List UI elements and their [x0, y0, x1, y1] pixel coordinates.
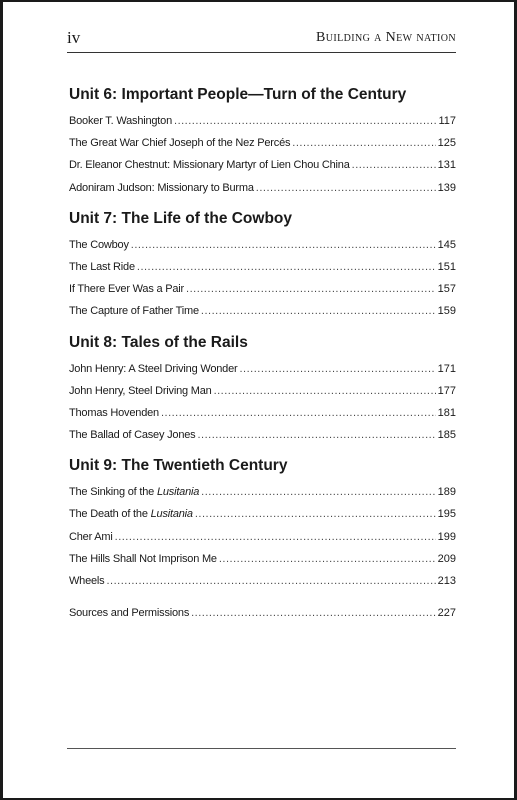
- entry-title: The Ballad of Casey Jones: [69, 429, 196, 442]
- entry-page: 151: [437, 260, 456, 273]
- leader-dots: [191, 602, 436, 624]
- leader-dots: [256, 177, 436, 199]
- unit-title: Unit 9: The Twentieth Century: [69, 457, 288, 475]
- leader-dots: [137, 256, 436, 278]
- book-title: Building a New nation: [316, 30, 456, 45]
- entry-page: 139: [437, 181, 456, 194]
- toc-entry: [69, 380, 456, 402]
- toc-entry: [69, 177, 456, 199]
- unit-title: Unit 8: Tales of the Rails: [69, 333, 248, 351]
- leader-dots: [239, 358, 435, 380]
- entry-title: The Capture of Father Time: [69, 305, 199, 318]
- leader-dots: [161, 402, 436, 424]
- entry-title: John Henry: A Steel Driving Wonder: [69, 362, 238, 375]
- toc-entry: [69, 132, 456, 154]
- entry-title: Dr. Eleanor Chestnut: Missionary Martyr of Lien Chou China: [69, 159, 350, 172]
- leader-dots: [201, 481, 435, 503]
- toc-entry: [69, 548, 456, 570]
- toc-entry: [69, 358, 456, 380]
- entry-page: 159: [437, 305, 456, 318]
- toc-entry: [69, 110, 456, 132]
- leader-dots: [131, 234, 436, 256]
- entry-title: The Cowboy: [69, 238, 129, 251]
- toc-entry: [69, 424, 456, 446]
- leader-dots: [219, 548, 436, 570]
- entry-page: 195: [437, 508, 456, 521]
- entry-page: 157: [437, 283, 456, 296]
- toc-entry: [69, 503, 456, 525]
- entry-title: If There Ever Was a Pair: [69, 283, 185, 296]
- leader-dots: [201, 300, 436, 322]
- sources-entry: [69, 602, 456, 624]
- unit-8: [69, 332, 456, 447]
- entry-page: 213: [437, 575, 456, 587]
- entry-page: 209: [437, 552, 456, 565]
- toc-entry: [69, 526, 456, 548]
- running-head: [67, 28, 456, 50]
- leader-dots: [292, 132, 435, 154]
- unit-7: [69, 208, 456, 323]
- leader-dots: [174, 110, 436, 132]
- entry-page: 185: [437, 429, 456, 442]
- entry-page: 125: [437, 137, 456, 150]
- entry-title: The Death of the Lusitania: [69, 508, 193, 521]
- entry-page: 145: [437, 238, 456, 251]
- entry-title: The Last Ride: [69, 260, 135, 273]
- footer-rule: [67, 748, 456, 749]
- entry-title: Cher Ami: [69, 530, 113, 543]
- entry-title: Wheels: [69, 575, 105, 587]
- leader-dots: [115, 526, 436, 548]
- entry-page: 171: [437, 362, 456, 375]
- toc-entry: [69, 402, 456, 424]
- leader-dots: [195, 503, 436, 525]
- table-of-contents: [69, 84, 456, 624]
- entry-title: Booker T. Washington: [69, 115, 173, 127]
- entry-title: John Henry, Steel Driving Man: [69, 384, 212, 397]
- leader-dots: [214, 380, 436, 402]
- page-number: iv: [67, 28, 81, 47]
- toc-entry: [69, 481, 456, 503]
- unit-6: [69, 84, 456, 199]
- unit-9: [69, 455, 456, 592]
- toc-entry: [69, 300, 456, 322]
- unit-title: Unit 7: The Life of the Cowboy: [69, 209, 293, 227]
- toc-entry: [69, 256, 456, 278]
- entry-page: 131: [437, 159, 456, 172]
- entry-page: 199: [437, 530, 456, 543]
- entry-title: Adoniram Judson: Missionary to Burma: [69, 181, 254, 194]
- toc-entry: [69, 570, 456, 592]
- entry-page: 177: [437, 384, 456, 397]
- entry-page: 189: [437, 486, 456, 499]
- entry-title: The Hills Shall Not Imprison Me: [69, 552, 217, 565]
- toc-entry: [69, 154, 456, 176]
- book-page: [3, 2, 514, 798]
- header-rule: [67, 52, 456, 53]
- entry-title: Sources and Permissions: [69, 607, 190, 620]
- entry-page: 181: [437, 406, 456, 419]
- entry-title: The Sinking of the Lusitania: [69, 486, 200, 499]
- leader-dots: [197, 424, 435, 446]
- toc-entry: [69, 278, 456, 300]
- leader-dots: [186, 278, 436, 300]
- leader-dots: [352, 154, 436, 176]
- entry-page: 117: [438, 115, 456, 127]
- entry-title: Thomas Hovenden: [69, 406, 159, 419]
- leader-dots: [106, 570, 435, 592]
- toc-entry: [69, 234, 456, 256]
- entry-page: 227: [437, 607, 456, 620]
- entry-title: The Great War Chief Joseph of the Nez Percés: [69, 137, 291, 150]
- unit-title: Unit 6: Important People—Turn of the Century: [69, 86, 407, 103]
